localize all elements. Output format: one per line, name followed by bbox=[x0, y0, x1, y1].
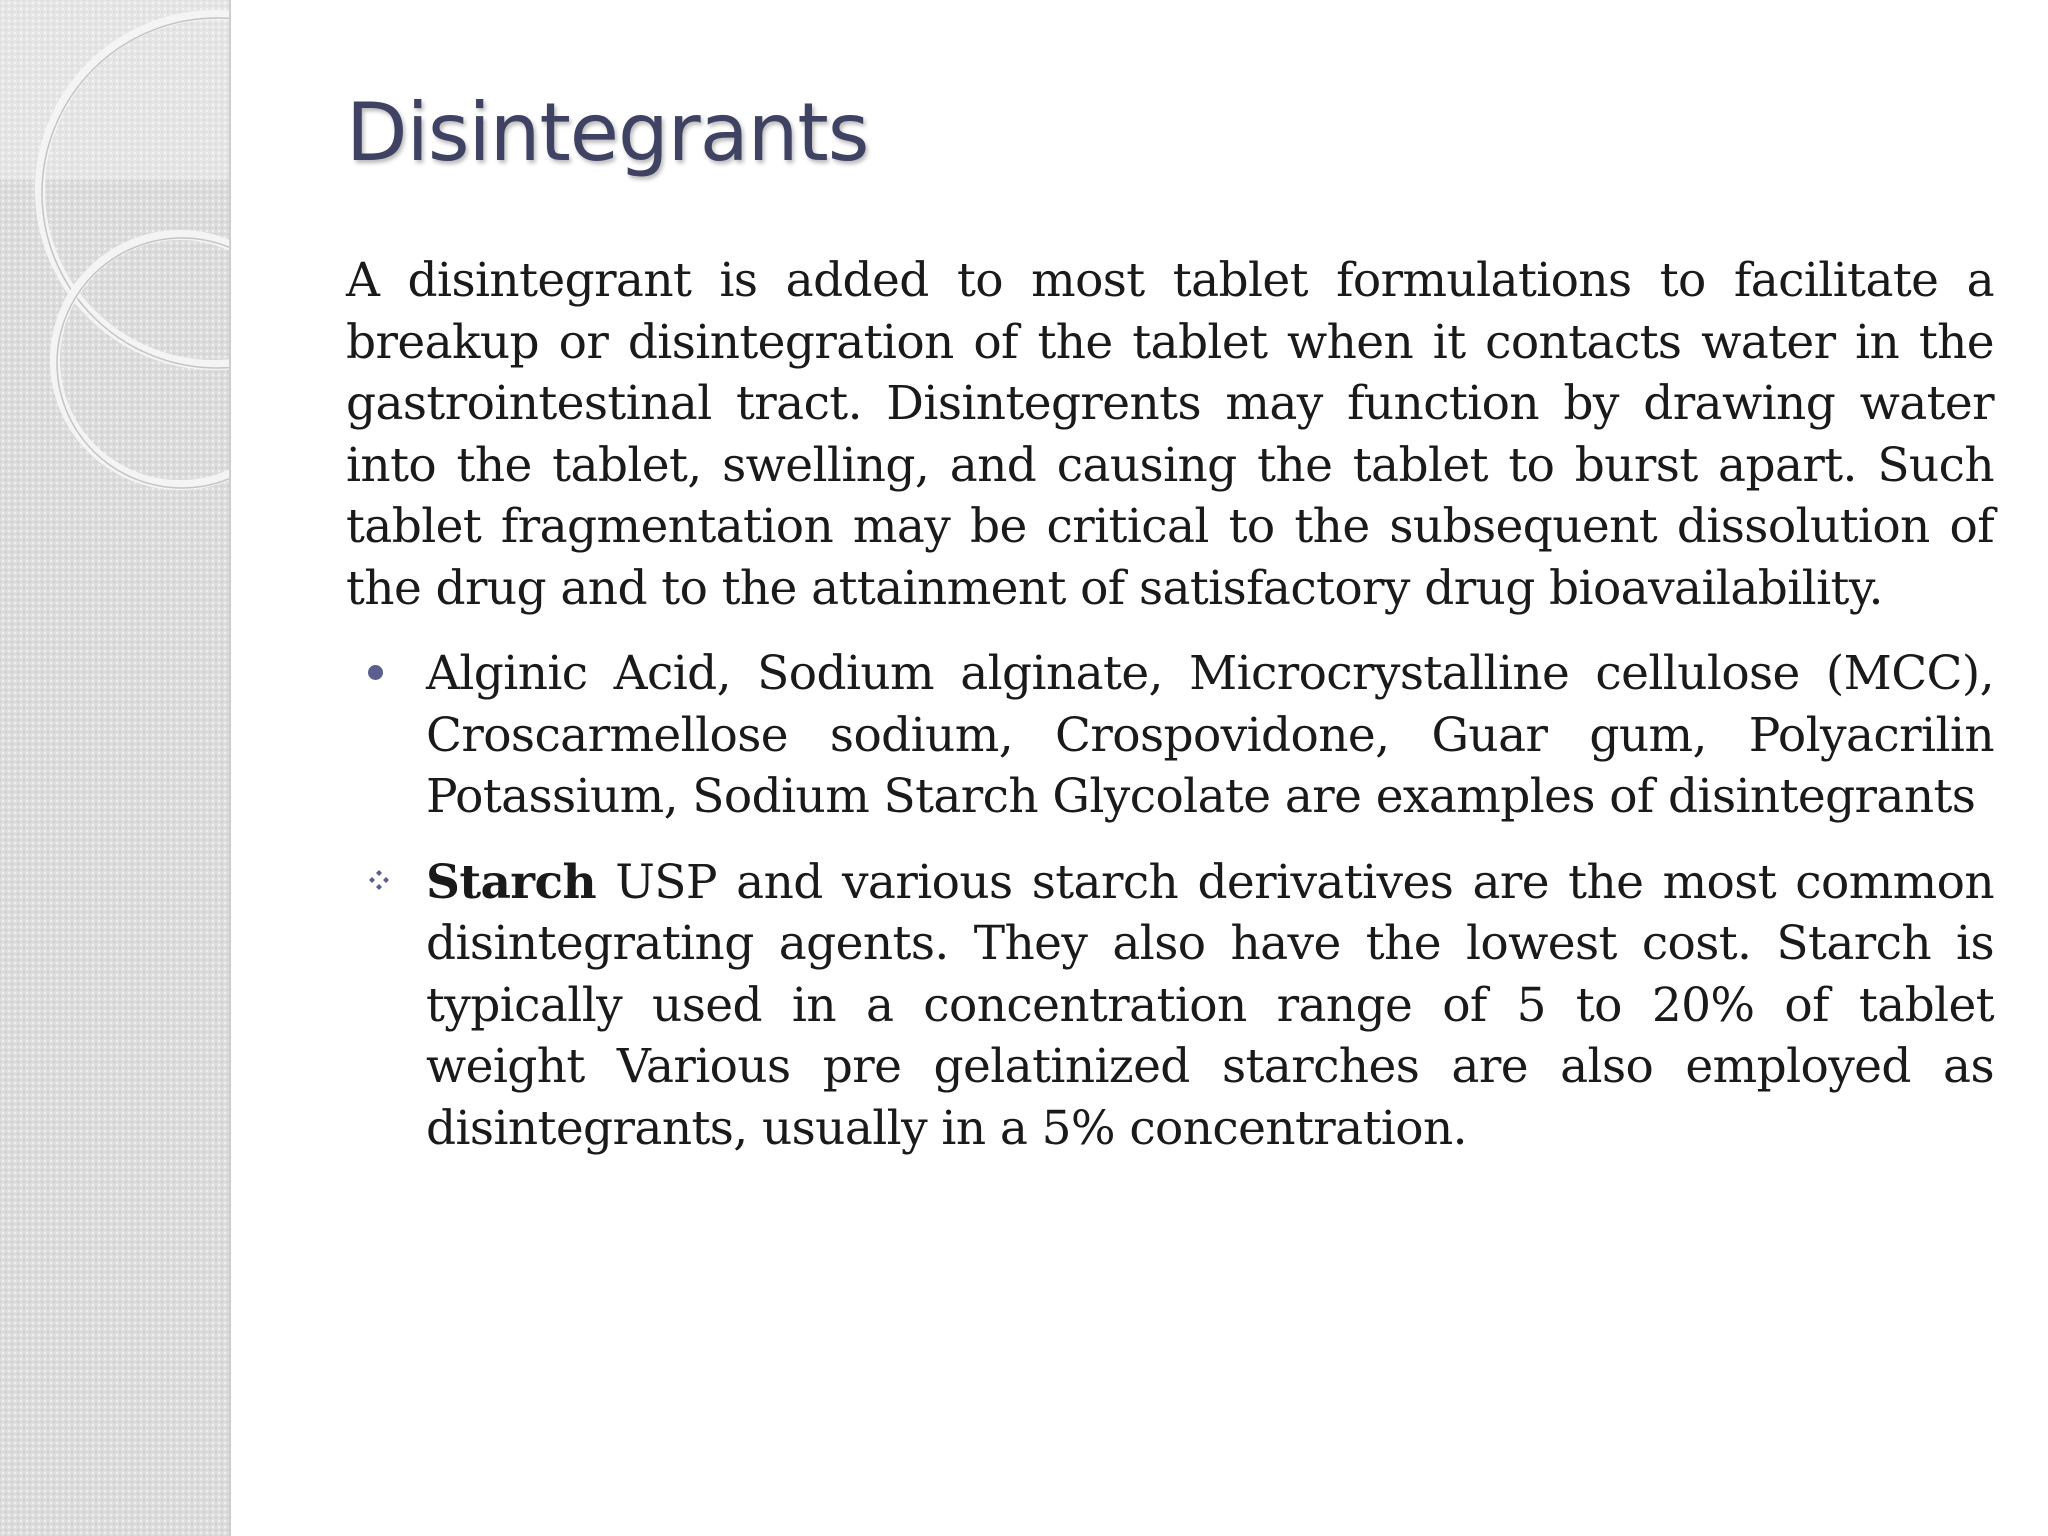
list-item bbox=[346, 643, 1994, 828]
bold-lead-word: Starch bbox=[426, 854, 597, 910]
bullet-list bbox=[346, 643, 1994, 1159]
intro-paragraph: A disintegrant is added to most tablet formulations to facilitate a breakup or disintegration of the tablet when it contacts water in the gastrointestinal tract. Disintegrents may function by drawing water into the tablet, swelling, and causing the tablet to burst apart. Such tablet fragmentation may be critical to the subsequent dissolution of the drug and to the attainment of satisfactory drug bioavailability. bbox=[346, 253, 1994, 616]
bullet-rest-text: USP and various starch derivatives are the most common disintegrating agents. They also have the lowest cost. Starch is typically used in a concentration range of 5 to 20% of tablet weight Various pre gelatinized starches are also employed as disintegrants, usually in a 5% concentration. bbox=[426, 854, 1994, 1156]
diamond-bullet-icon bbox=[368, 869, 390, 891]
slide-title: Disintegrants bbox=[346, 86, 869, 179]
dot-bullet-icon bbox=[368, 665, 383, 680]
bullet-text bbox=[426, 852, 1994, 1160]
bullet-text: Alginic Acid, Sodium alginate, Microcrystalline cellulose (MCC), Croscarmellose sodium, Crospovidone, Guar gum, Polyacrilin Potassium, Sodium Starch Glycolate are examples of disintegrants bbox=[426, 646, 1994, 824]
list-item bbox=[346, 852, 1994, 1160]
decorative-rings-icon bbox=[0, 0, 229, 600]
decorative-side-panel bbox=[0, 0, 231, 1536]
slide-body bbox=[346, 250, 1994, 1183]
